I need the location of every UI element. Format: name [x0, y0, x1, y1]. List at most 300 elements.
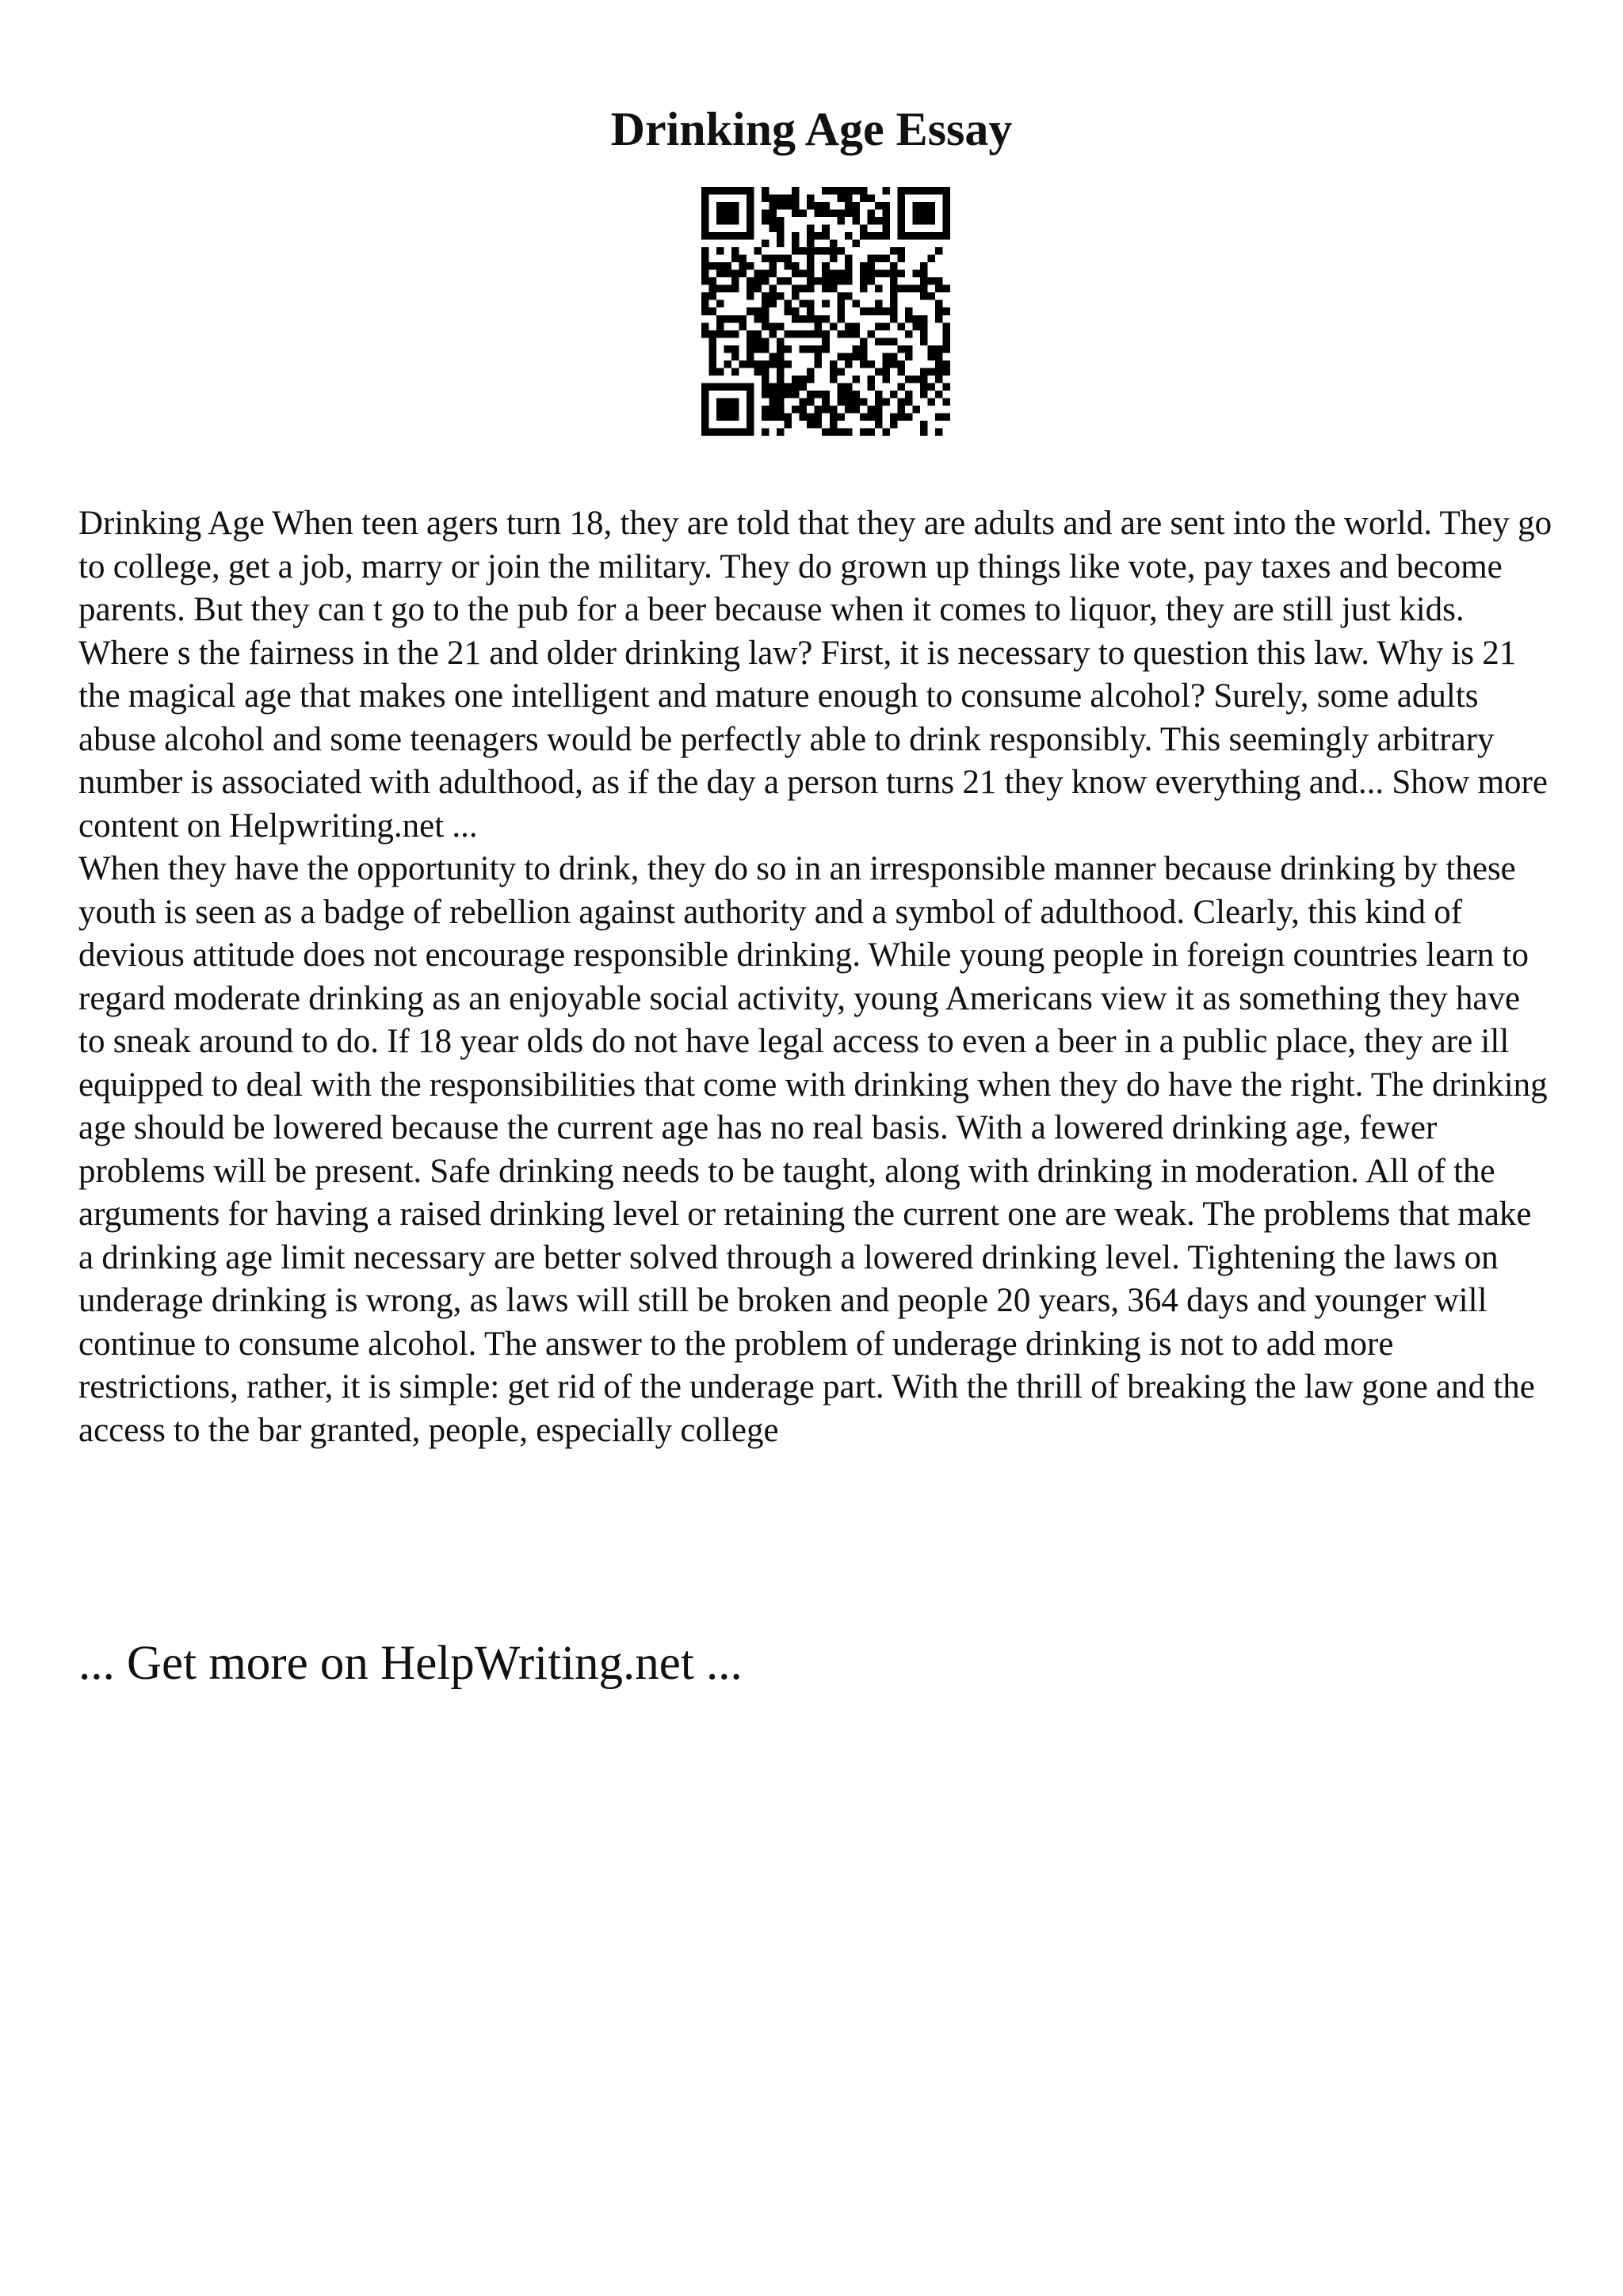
qr-module [731, 270, 739, 278]
qr-module [905, 353, 913, 360]
qr-module [815, 391, 823, 399]
qr-module [890, 421, 898, 429]
qr-module [815, 315, 823, 323]
qr-module [807, 255, 815, 263]
qr-module [867, 195, 875, 203]
qr-module [701, 270, 709, 278]
qr-module [777, 360, 785, 368]
qr-module [822, 247, 830, 255]
qr-module [890, 292, 898, 300]
qr-module [897, 187, 905, 195]
qr-module [709, 262, 717, 270]
qr-module [942, 330, 950, 338]
qr-module [701, 247, 709, 255]
qr-module [701, 398, 709, 406]
qr-module [731, 285, 739, 293]
qr-module [777, 353, 785, 360]
qr-module [845, 210, 853, 218]
qr-module [747, 187, 754, 195]
qr-module [860, 428, 868, 436]
qr-module [777, 240, 785, 248]
qr-module [912, 406, 920, 414]
qr-module [822, 210, 830, 218]
qr-module [830, 255, 838, 263]
qr-module [724, 217, 732, 225]
qr-module [815, 360, 823, 368]
qr-module [890, 300, 898, 308]
qr-module [927, 398, 935, 406]
qr-module [905, 376, 913, 383]
qr-module [807, 421, 815, 429]
qr-module [942, 307, 950, 315]
qr-module [837, 300, 845, 308]
qr-module [912, 376, 920, 383]
qr-module [942, 368, 950, 376]
qr-module [882, 338, 890, 345]
qr-module [716, 300, 724, 308]
qr-module [897, 285, 905, 293]
qr-module [769, 353, 777, 360]
qr-module [777, 376, 785, 383]
qr-module [897, 322, 905, 330]
qr-module [762, 210, 769, 218]
qr-module [777, 398, 785, 406]
qr-module [815, 247, 823, 255]
qr-module [762, 360, 769, 368]
qr-module [785, 383, 792, 391]
qr-module [777, 428, 785, 436]
qr-module [897, 345, 905, 353]
qr-module [837, 187, 845, 195]
qr-module [709, 277, 717, 285]
qr-module [739, 322, 747, 330]
qr-module [867, 270, 875, 278]
qr-module [852, 406, 860, 414]
qr-module [927, 353, 935, 360]
qr-module [762, 383, 769, 391]
qr-module [769, 413, 777, 421]
qr-module [701, 383, 709, 391]
qr-module [920, 383, 928, 391]
qr-module [792, 292, 800, 300]
qr-module [724, 383, 732, 391]
qr-module [845, 353, 853, 360]
qr-module [701, 225, 709, 233]
qr-module [860, 187, 868, 195]
qr-module [800, 285, 808, 293]
qr-module [769, 202, 777, 210]
qr-module [716, 322, 724, 330]
qr-module [701, 262, 709, 270]
qr-module [830, 428, 838, 436]
qr-module [807, 195, 815, 203]
qr-module [815, 406, 823, 414]
qr-module [845, 255, 853, 263]
qr-module [942, 285, 950, 293]
qr-module [845, 232, 853, 240]
qr-module [792, 202, 800, 210]
qr-module [815, 210, 823, 218]
qr-module [769, 330, 777, 338]
qr-module [845, 428, 853, 436]
qr-module [716, 398, 724, 406]
qr-module [852, 300, 860, 308]
qr-module [882, 255, 890, 263]
qr-module [852, 322, 860, 330]
qr-module [890, 413, 898, 421]
qr-module [912, 187, 920, 195]
qr-module [935, 345, 943, 353]
qr-module [800, 413, 808, 421]
qr-module [920, 330, 928, 338]
qr-module [920, 285, 928, 293]
qr-module [777, 413, 785, 421]
qr-module [731, 398, 739, 406]
qr-module [822, 232, 830, 240]
qr-module [875, 232, 883, 240]
qr-module [747, 360, 754, 368]
qr-module [701, 195, 709, 203]
qr-module [762, 413, 769, 421]
qr-module [837, 270, 845, 278]
qr-module [716, 330, 724, 338]
qr-module [927, 232, 935, 240]
qr-module [875, 398, 883, 406]
qr-module [716, 428, 724, 436]
qr-module [709, 285, 717, 293]
qr-module [785, 307, 792, 315]
qr-module [731, 383, 739, 391]
qr-module [822, 277, 830, 285]
qr-module [845, 322, 853, 330]
qr-module [830, 413, 838, 421]
qr-module [724, 406, 732, 414]
qr-module [724, 262, 732, 270]
qr-module [747, 262, 754, 270]
qr-module [731, 330, 739, 338]
qr-module [747, 217, 754, 225]
qr-module [875, 217, 883, 225]
qr-module [785, 255, 792, 263]
qr-module [754, 307, 762, 315]
qr-module [792, 195, 800, 203]
qr-module [837, 247, 845, 255]
qr-module [724, 202, 732, 210]
qr-module [867, 210, 875, 218]
qr-module [724, 398, 732, 406]
qr-module [716, 202, 724, 210]
qr-module [762, 240, 769, 248]
qr-module [897, 270, 905, 278]
qr-module [731, 247, 739, 255]
qr-module [777, 225, 785, 233]
qr-module [769, 383, 777, 391]
qr-module [882, 232, 890, 240]
qr-module [882, 307, 890, 315]
qr-module [822, 338, 830, 345]
qr-module [754, 338, 762, 345]
qr-module [882, 368, 890, 376]
qr-module [716, 247, 724, 255]
qr-module [807, 330, 815, 338]
qr-module [912, 232, 920, 240]
qr-module [927, 210, 935, 218]
qr-module [777, 217, 785, 225]
qr-module [754, 277, 762, 285]
qr-module [762, 292, 769, 300]
qr-module [927, 368, 935, 376]
qr-module [822, 330, 830, 338]
qr-module [867, 277, 875, 285]
qr-module [792, 376, 800, 383]
qr-module [875, 391, 883, 399]
qr-module [739, 232, 747, 240]
qr-module [867, 406, 875, 414]
qr-module [875, 413, 883, 421]
qr-module [875, 285, 883, 293]
qr-module [897, 202, 905, 210]
qr-module [837, 195, 845, 203]
qr-module [777, 406, 785, 414]
essay-paragraph: When they have the opportunity to drink, they do so in an irresponsible manner because drinking by these youth is seen as a badge of rebellion against authority and a symbol of adulthood. Clearly, this kind of devious attitude does not encourage responsible drinking. While young people in foreign countries learn to regard moderate drinking as an enjoyable social activity, young Americans view it as something they have to sneak around to do. If 18 year olds do not have legal access to even a beer in a public place, they are ill equipped to deal with the responsibilities that come with drinking when they do have the right. The drinking age should be lowered because the current age has no real basis. With a lowered drinking age, fewer problems will be present. Safe drinking needs to be taught, along with drinking in moderation. All of the arguments for having a raised drinking level or retaining the current one are weak. The problems that make a drinking age limit necessary are better solved through a lowered drinking level. Tightening the laws on underage drinking is wrong, as laws will still be broken and people 20 years, 364 days and younger will continue to consume alcohol. The answer to the problem of underage drinking is not to add more restrictions, rather, it is simple: get rid of the underage part. With the thrill of breaking the law gone and the access to the bar granted, people, especially college [78, 850, 1548, 1449]
qr-module [701, 322, 709, 330]
qr-module [942, 345, 950, 353]
qr-module [852, 330, 860, 338]
qr-module [747, 391, 754, 399]
qr-module [716, 315, 724, 323]
qr-module [800, 210, 808, 218]
qr-module [837, 315, 845, 323]
qr-module [792, 330, 800, 338]
qr-module [777, 292, 785, 300]
qr-module [822, 398, 830, 406]
qr-module [882, 187, 890, 195]
qr-module [777, 383, 785, 391]
qr-module [935, 353, 943, 360]
qr-module [754, 360, 762, 368]
qr-module [747, 398, 754, 406]
qr-module [709, 428, 717, 436]
qr-module [867, 413, 875, 421]
qr-module [860, 338, 868, 345]
qr-module [927, 187, 935, 195]
qr-module [800, 398, 808, 406]
qr-module [762, 277, 769, 285]
qr-module [785, 202, 792, 210]
qr-module [935, 360, 943, 368]
qr-module [762, 187, 769, 195]
qr-module [777, 195, 785, 203]
qr-module [890, 247, 898, 255]
qr-module [747, 338, 754, 345]
qr-module [709, 330, 717, 338]
qr-module [709, 383, 717, 391]
qr-module [867, 383, 875, 391]
qr-module [852, 210, 860, 218]
qr-module [897, 210, 905, 218]
qr-module [935, 368, 943, 376]
qr-module [927, 202, 935, 210]
qr-module [822, 315, 830, 323]
qr-module [747, 428, 754, 436]
qr-module [754, 247, 762, 255]
qr-module [762, 315, 769, 323]
qr-module [837, 277, 845, 285]
qr-module [785, 421, 792, 429]
qr-module [822, 345, 830, 353]
qr-module [822, 391, 830, 399]
qr-module [920, 338, 928, 345]
qr-module [724, 345, 732, 353]
qr-module [905, 307, 913, 315]
qr-module [845, 360, 853, 368]
qr-module [792, 391, 800, 399]
qr-module [942, 413, 950, 421]
qr-module [935, 315, 943, 323]
qr-module [731, 353, 739, 360]
qr-module [701, 428, 709, 436]
qr-module [701, 232, 709, 240]
qr-module [769, 210, 777, 218]
qr-module [830, 322, 838, 330]
qr-module [762, 338, 769, 345]
qr-module [762, 270, 769, 278]
qr-module [709, 345, 717, 353]
qr-module [830, 277, 838, 285]
qr-module [920, 376, 928, 383]
qr-module [785, 330, 792, 338]
qr-module [935, 428, 943, 436]
qr-module [762, 300, 769, 308]
qr-module [815, 330, 823, 338]
qr-module [815, 421, 823, 429]
qr-module [845, 292, 853, 300]
qr-module [935, 307, 943, 315]
qr-module [807, 240, 815, 248]
qr-module [837, 391, 845, 399]
qr-module [800, 376, 808, 383]
qr-module [747, 413, 754, 421]
qr-module [716, 210, 724, 218]
qr-module [920, 315, 928, 323]
qr-module [769, 262, 777, 270]
qr-module [716, 368, 724, 376]
qr-module [927, 277, 935, 285]
qr-module [905, 345, 913, 353]
qr-code-graphic [701, 187, 950, 436]
qr-module [815, 232, 823, 240]
qr-module [815, 413, 823, 421]
qr-module [942, 225, 950, 233]
qr-module [860, 345, 868, 353]
qr-module [935, 376, 943, 383]
qr-module [769, 360, 777, 368]
qr-module [762, 322, 769, 330]
qr-module [747, 345, 754, 353]
qr-module [754, 368, 762, 376]
qr-module [875, 255, 883, 263]
qr-module [807, 413, 815, 421]
qr-module [852, 353, 860, 360]
page-title: Drinking Age Essay [610, 103, 1013, 155]
qr-module [701, 307, 709, 315]
qr-module [777, 338, 785, 345]
get-more-link[interactable]: ... Get more on HelpWriting.net ... [78, 1637, 743, 1690]
qr-module [845, 406, 853, 414]
qr-module [709, 360, 717, 368]
qr-module [731, 315, 739, 323]
qr-module [739, 270, 747, 278]
qr-module [709, 307, 717, 315]
qr-module [867, 217, 875, 225]
qr-module [731, 232, 739, 240]
qr-module [709, 338, 717, 345]
qr-module [882, 270, 890, 278]
qr-module [927, 345, 935, 353]
qr-module [769, 391, 777, 399]
qr-module [800, 330, 808, 338]
qr-module [762, 406, 769, 414]
qr-module [860, 413, 868, 421]
qr-module [920, 217, 928, 225]
qr-module [731, 255, 739, 263]
qr-module [852, 202, 860, 210]
qr-module [807, 391, 815, 399]
qr-module [785, 413, 792, 421]
qr-module [807, 368, 815, 376]
qr-module [792, 406, 800, 414]
qr-module [754, 315, 762, 323]
qr-module [769, 270, 777, 278]
qr-module [897, 195, 905, 203]
qr-module [860, 195, 868, 203]
qr-module [897, 217, 905, 225]
qr-module [882, 376, 890, 383]
qr-module [807, 262, 815, 270]
qr-module [845, 202, 853, 210]
qr-module [875, 270, 883, 278]
qr-module [942, 187, 950, 195]
qr-module [905, 398, 913, 406]
qr-module [830, 368, 838, 376]
qr-module [927, 292, 935, 300]
qr-module [747, 232, 754, 240]
qr-module [837, 398, 845, 406]
qr-module [792, 285, 800, 293]
qr-module [815, 322, 823, 330]
qr-module [935, 247, 943, 255]
qr-module [942, 398, 950, 406]
qr-module [792, 247, 800, 255]
qr-module [920, 232, 928, 240]
qr-module [920, 292, 928, 300]
qr-module [785, 277, 792, 285]
qr-module [830, 270, 838, 278]
qr-module [942, 195, 950, 203]
qr-module [739, 360, 747, 368]
qr-module [897, 225, 905, 233]
qr-module [716, 406, 724, 414]
qr-module [822, 262, 830, 270]
qr-module [935, 277, 943, 285]
qr-module [731, 345, 739, 353]
qr-module [830, 406, 838, 414]
qr-module [762, 255, 769, 263]
qr-module [905, 187, 913, 195]
qr-module [920, 270, 928, 278]
qr-module [785, 391, 792, 399]
qr-module [845, 391, 853, 399]
